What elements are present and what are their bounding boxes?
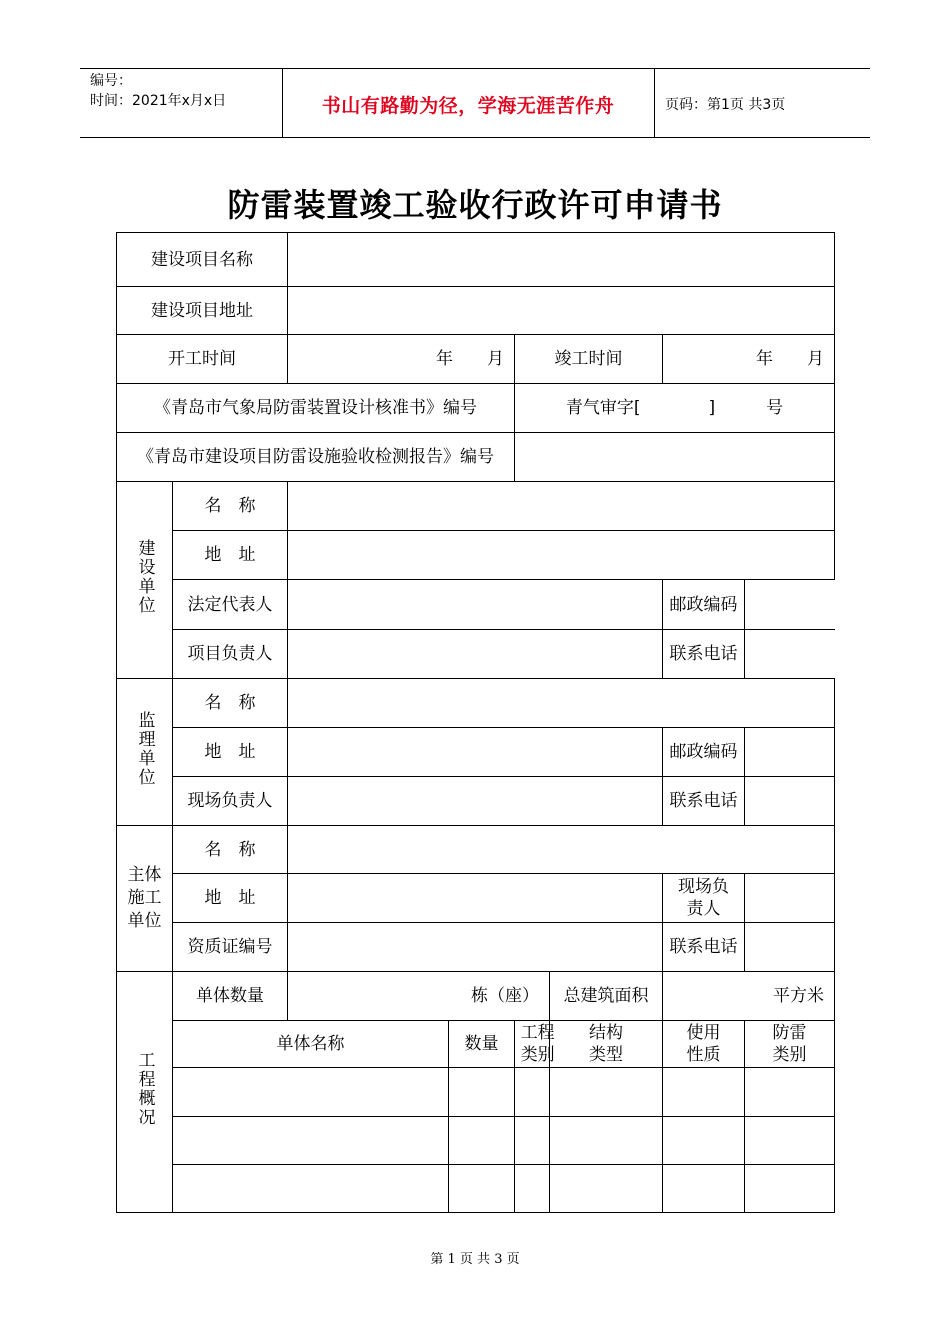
contractor-name-label: 名 称 [173, 826, 288, 874]
supervision-unit-label: 监理单位 [134, 711, 155, 787]
construction-unit-group [117, 482, 173, 679]
column-header [515, 1021, 555, 1068]
project-lead-label: 项目负责人 [173, 630, 288, 679]
form-row [117, 531, 835, 580]
supervision-postcode-field[interactable] [745, 728, 835, 777]
legal-rep-field[interactable] [288, 580, 663, 630]
supervision-phone-label: 联系电话 [663, 777, 745, 826]
column-header [663, 1021, 745, 1068]
usage-cell[interactable] [663, 1068, 745, 1117]
contractor-group [117, 826, 173, 972]
overview-data-row [117, 1117, 835, 1165]
supervision-unit-address-field[interactable] [288, 728, 663, 777]
completion-time-field[interactable]: 年 月 [663, 335, 835, 384]
form-row [117, 826, 835, 874]
project-name-field[interactable] [288, 233, 835, 287]
inspection-report-field[interactable] [515, 433, 835, 482]
construction-phone-label: 联系电话 [663, 630, 745, 679]
form-row [117, 384, 835, 433]
lightning-category-cell[interactable] [745, 1117, 835, 1165]
construction-unit-name-field[interactable] [288, 482, 835, 531]
contractor-address-label: 地 址 [173, 874, 288, 923]
form-row [117, 728, 835, 777]
project-address-field[interactable] [288, 287, 835, 335]
construction-unit-address-field[interactable] [288, 531, 835, 580]
structure-type-cell[interactable] [550, 1165, 663, 1213]
overview-header-row [117, 1021, 835, 1068]
form-row [117, 777, 835, 826]
contractor-site-lead-text: 现场负责人 [678, 877, 729, 919]
form-row [117, 679, 835, 728]
total-area-field[interactable]: 平方米 [663, 972, 835, 1021]
project-lead-field[interactable] [288, 630, 663, 679]
form-row [117, 287, 835, 335]
unit-name-cell[interactable] [173, 1117, 449, 1165]
document-time-label: 时间：2021年x月x日 [90, 93, 227, 109]
unit-name-cell[interactable] [173, 1165, 449, 1213]
supervision-phone-field[interactable] [745, 777, 835, 826]
design-cert-field[interactable]: 青气审字[ ] 号 [515, 384, 835, 433]
unit-name-cell[interactable] [173, 1068, 449, 1117]
contractor-name-field[interactable] [288, 826, 835, 874]
unit-count-label: 单体数量 [173, 972, 288, 1021]
construction-phone-field[interactable] [745, 630, 835, 679]
form-row [117, 580, 835, 630]
supervision-unit-name-label: 名 称 [173, 679, 288, 728]
engineering-category-cell[interactable] [515, 1117, 550, 1165]
contractor-phone-field[interactable] [745, 923, 835, 972]
form-row [117, 923, 835, 972]
usage-cell[interactable] [663, 1117, 745, 1165]
structure-type-cell[interactable] [550, 1068, 663, 1117]
form-row [117, 233, 835, 287]
column-header-text: 工程类别 [520, 1023, 555, 1065]
column-header [745, 1021, 835, 1068]
project-name-label: 建设项目名称 [117, 233, 288, 287]
contractor-phone-label: 联系电话 [663, 923, 745, 972]
contractor-site-lead-label [663, 874, 745, 923]
column-header: 单体名称 [173, 1021, 449, 1068]
construction-postcode-label: 邮政编码 [663, 580, 745, 630]
quantity-cell[interactable] [449, 1068, 515, 1117]
supervision-site-lead-label: 现场负责人 [173, 777, 288, 826]
engineering-category-cell[interactable] [515, 1165, 550, 1213]
lightning-category-cell[interactable] [745, 1068, 835, 1117]
quantity-cell[interactable] [449, 1165, 515, 1213]
inspection-report-label: 《青岛市建设项目防雷设施验收检测报告》编号 [117, 433, 515, 482]
supervision-postcode-label: 邮政编码 [663, 728, 745, 777]
document-title: 防雷装置竣工验收行政许可申请书 [227, 186, 723, 224]
form-row [117, 482, 835, 531]
usage-cell[interactable] [663, 1165, 745, 1213]
structure-type-cell[interactable] [550, 1117, 663, 1165]
header-divider [654, 69, 655, 137]
design-cert-label: 《青岛市气象局防雷装置设计核准书》编号 [117, 384, 515, 433]
header-page-info: 页码：第1页 共3页 [665, 97, 786, 113]
construction-postcode-field[interactable] [745, 580, 835, 630]
overview-data-row [117, 1068, 835, 1117]
contractor-site-lead-field[interactable] [745, 874, 835, 923]
document-number-label: 编号： [90, 73, 132, 89]
overview-data-row [117, 1165, 835, 1213]
supervision-unit-group [117, 679, 173, 826]
construction-unit-name-label: 名 称 [173, 482, 288, 531]
column-header-text: 防雷类别 [772, 1023, 807, 1065]
header-motto: 书山有路勤为径，学海无涯苦作舟 [321, 95, 615, 117]
header-meta [90, 71, 226, 111]
page-footer: 第 1 页 共 3 页 [430, 1252, 520, 1267]
unit-count-field[interactable]: 栋（座） [288, 972, 550, 1021]
lightning-category-cell[interactable] [745, 1165, 835, 1213]
start-time-label: 开工时间 [117, 335, 288, 384]
overview-label: 工程概况 [134, 1051, 155, 1127]
qualification-field[interactable] [288, 923, 663, 972]
form-row [117, 630, 835, 679]
column-header-text: 使用性质 [686, 1023, 721, 1065]
qualification-label: 资质证编号 [173, 923, 288, 972]
construction-unit-address-label: 地 址 [173, 531, 288, 580]
supervision-site-lead-field[interactable] [288, 777, 663, 826]
legal-rep-label: 法定代表人 [173, 580, 288, 630]
form-row [117, 874, 835, 923]
quantity-cell[interactable] [449, 1117, 515, 1165]
engineering-category-cell[interactable] [515, 1068, 550, 1117]
construction-unit-label: 建设单位 [134, 539, 155, 615]
supervision-unit-name-field[interactable] [288, 679, 835, 728]
column-header [550, 1021, 663, 1068]
contractor-address-field[interactable] [288, 874, 663, 923]
form-row [117, 972, 835, 1021]
application-form [116, 232, 835, 1213]
completion-time-label: 竣工时间 [515, 335, 663, 384]
overview-group [117, 972, 173, 1213]
project-address-label: 建设项目地址 [117, 287, 288, 335]
supervision-unit-address-label: 地 址 [173, 728, 288, 777]
column-header-text: 结构类型 [588, 1023, 623, 1065]
start-time-field[interactable]: 年 月 [288, 335, 515, 384]
contractor-label: 主体施工单位 [127, 865, 162, 931]
form-row [117, 335, 835, 384]
document-header [80, 68, 870, 138]
column-header: 数量 [449, 1021, 515, 1068]
form-row [117, 433, 835, 482]
total-area-label: 总建筑面积 [550, 972, 663, 1021]
